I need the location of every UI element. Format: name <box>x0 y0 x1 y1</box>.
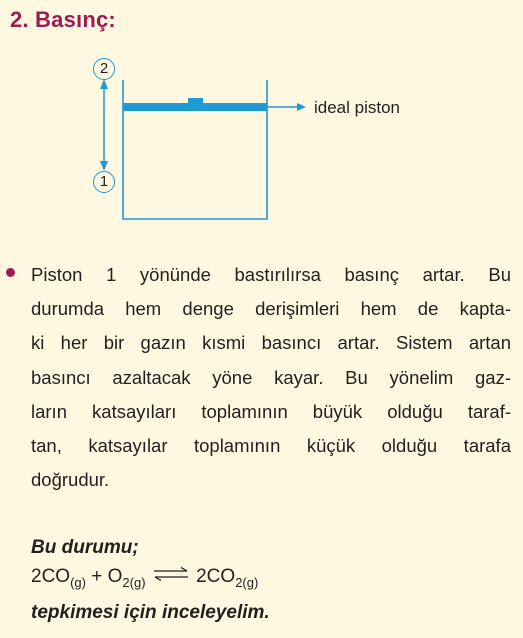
paragraph-line: durumda hem denge derişimleri hem de kapta- <box>31 298 511 320</box>
marker-1: 1 <box>93 171 115 193</box>
direction-arrow-down <box>100 161 108 171</box>
reactant-o2: O <box>107 566 123 587</box>
bullet-point <box>6 268 15 277</box>
example-heading: Bu durumu; <box>31 537 139 558</box>
marker-2: 2 <box>93 58 115 80</box>
paragraph-line: doğrudur. <box>31 469 110 491</box>
equilibrium-arrow-icon <box>153 567 189 581</box>
product-co2: 2CO <box>196 566 236 587</box>
paragraph-line: basıncı azaltacak yöne kayar. Bu yönelim gaz- <box>31 366 511 388</box>
reactant-co: 2CO <box>31 566 71 587</box>
piston-diagram <box>0 0 523 230</box>
direction-arrow-up <box>100 79 108 89</box>
paragraph-line: ki her bir gazın kısmi basıncı artar. Sistem artan <box>31 332 511 354</box>
footer-text: tepkimesi için inceleyelim. <box>31 602 270 623</box>
piston-label-arrowhead <box>297 103 306 111</box>
paragraph-line: Piston 1 yönünde bastırılırsa basınç artar. Bu <box>31 264 511 285</box>
section-title: 2. Basınç: <box>10 7 116 32</box>
piston-knob <box>188 98 203 105</box>
reaction-equation <box>31 566 258 590</box>
reactant-co-state: (g) <box>70 575 86 590</box>
reactant-o2-state: 2(g) <box>122 575 146 590</box>
explanation-paragraph <box>31 258 511 497</box>
product-co2-state: 2(g) <box>235 575 259 590</box>
paragraph-line: ların katsayıları toplamının büyük olduğu taraf- <box>31 400 511 422</box>
paragraph-line: tan, katsayılar toplamının küçük olduğu tarafa <box>31 435 511 457</box>
plus-sign: + <box>91 566 103 587</box>
piston-label: ideal piston <box>314 98 401 117</box>
